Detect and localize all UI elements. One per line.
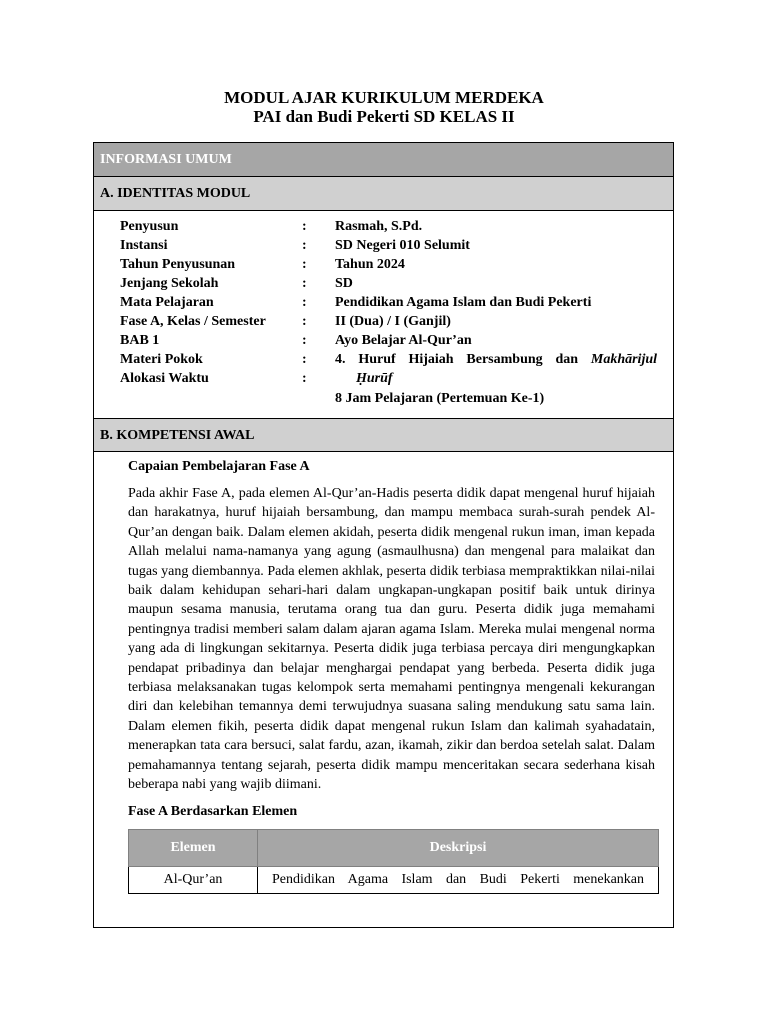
identity-value: SD	[335, 276, 353, 291]
identity-label: Jenjang Sekolah	[120, 276, 219, 291]
identity-value-italic: Makhārijul	[590, 352, 658, 367]
identity-row	[94, 255, 673, 274]
module-info-box	[93, 142, 674, 928]
section-general-header: INFORMASI UMUM	[94, 143, 673, 177]
identity-value: SD Negeri 010 Selumit	[335, 238, 470, 253]
identity-value: Ayo Belajar Al-Qur’an	[335, 333, 472, 348]
identity-label: BAB 1	[120, 333, 160, 348]
identity-colon: :	[302, 238, 307, 253]
table-header-row	[129, 829, 659, 866]
identity-row	[94, 293, 673, 312]
elemen-heading: Fase A Berdasarkan Elemen	[128, 803, 298, 819]
cp-heading: Capaian Pembelajaran Fase A	[128, 459, 310, 474]
identity-row	[94, 236, 673, 255]
identity-value: II (Dua) / I (Ganjil)	[335, 314, 451, 329]
table-cell-elemen: Al-Qur’an	[129, 866, 258, 893]
identity-label: Fase A, Kelas / Semester	[120, 314, 266, 329]
identity-colon: :	[302, 257, 307, 272]
identity-value-italic: Ḥurūf	[356, 371, 393, 386]
identity-colon: :	[302, 333, 307, 348]
identity-colon: :	[302, 219, 307, 234]
competence-content	[94, 452, 673, 894]
identity-row	[94, 217, 673, 236]
table-header: Elemen	[129, 829, 258, 866]
identity-row	[94, 331, 673, 350]
identity-block	[94, 211, 673, 418]
identity-row	[94, 312, 673, 331]
identity-label: Mata Pelajaran	[120, 295, 214, 310]
cp-paragraph: Pada akhir Fase A, pada elemen Al-Qur’an-Hadis peserta didik dapat mengenal huruf hijaiah dan harakatnya, huruf hijaiah bersambung, dan mampu membaca surah-surah pendek Al-Qur’an dengan baik. Dalam elemen akidah, peserta didik mengenal rukun iman, iman kepada Allah melalui nama-namanya yang agung (asmaulhusna) dan mengenal para malaikat dan tugas yang diembannya. Pada elemen akhlak, peserta didik terbiasa mempraktikkan nilai-nilai baik dalam kehidupan sehari-hari dalam ungkapan-ungkapan positif baik untuk dirinya maupun sesama manusia, terutama orang tua dan guru. Peserta didik juga memahami pentingnya tradisi memberi salam dalam ajaran agama Islam. Mereka mulai mengenal norma yang ada di lingkungan sekitarnya. Peserta didik juga terbiasa percaya diri mengungkapkan pendapat pribadinya dan belajar menghargai pendapat yang berbeda. Peserta didik juga terbiasa melaksanakan tugas kelompok serta memahami pentingnya mengenali kekurangan diri dan kelebihan temannya demi terwujudnya suasana saling mendukung satu sama lain. Dalam elemen fikih, peserta didik dapat mengenal rukun Islam dan kalimah syahadatain, menerapkan tata cara bersuci, salat fardu, azan, ikamah, zikir dan berdoa setelah salat. Dalam pemahamannya tentang sejarah, peserta didik mampu menceritakan secara sederhana kisah beberapa nabi yang wajib diimani.	[128, 486, 655, 793]
identity-label: Instansi	[120, 238, 168, 253]
identity-colon: :	[302, 371, 307, 386]
table-header: Deskripsi	[258, 829, 659, 866]
table-cell-deskripsi: Pendidikan Agama Islam dan Budi Pekerti menekankan	[258, 866, 659, 893]
section-identity-header: A. IDENTITAS MODUL	[94, 177, 673, 211]
identity-allocation: 8 Jam Pelajaran (Pertemuan Ke-1)	[335, 391, 545, 406]
identity-value: Pendidikan Agama Islam dan Budi Pekerti	[335, 295, 592, 310]
identity-value: Rasmah, S.Pd.	[335, 219, 423, 234]
identity-label: Tahun Penyusunan	[120, 257, 236, 272]
identity-row	[94, 389, 673, 408]
identity-row	[94, 350, 673, 369]
identity-value-text: 4. Huruf Hijaiah Bersambung dan	[335, 352, 579, 367]
section-competence-header: B. KOMPETENSI AWAL	[94, 418, 673, 452]
identity-colon: :	[302, 314, 307, 329]
identity-value: Tahun 2024	[335, 257, 405, 272]
identity-row	[94, 369, 673, 388]
elemen-table	[128, 829, 659, 894]
identity-colon: :	[302, 352, 307, 367]
identity-colon: :	[302, 276, 307, 291]
document-subtitle: PAI dan Budi Pekerti SD KELAS II	[253, 107, 515, 126]
document-title: MODUL AJAR KURIKULUM MERDEKA	[224, 88, 544, 107]
identity-colon: :	[302, 295, 307, 310]
table-row	[129, 866, 659, 893]
identity-row	[94, 274, 673, 293]
identity-label: Penyusun	[120, 219, 179, 234]
identity-label: Materi Pokok	[120, 352, 203, 367]
identity-value	[335, 350, 657, 369]
identity-label: Alokasi Waktu	[120, 371, 209, 386]
